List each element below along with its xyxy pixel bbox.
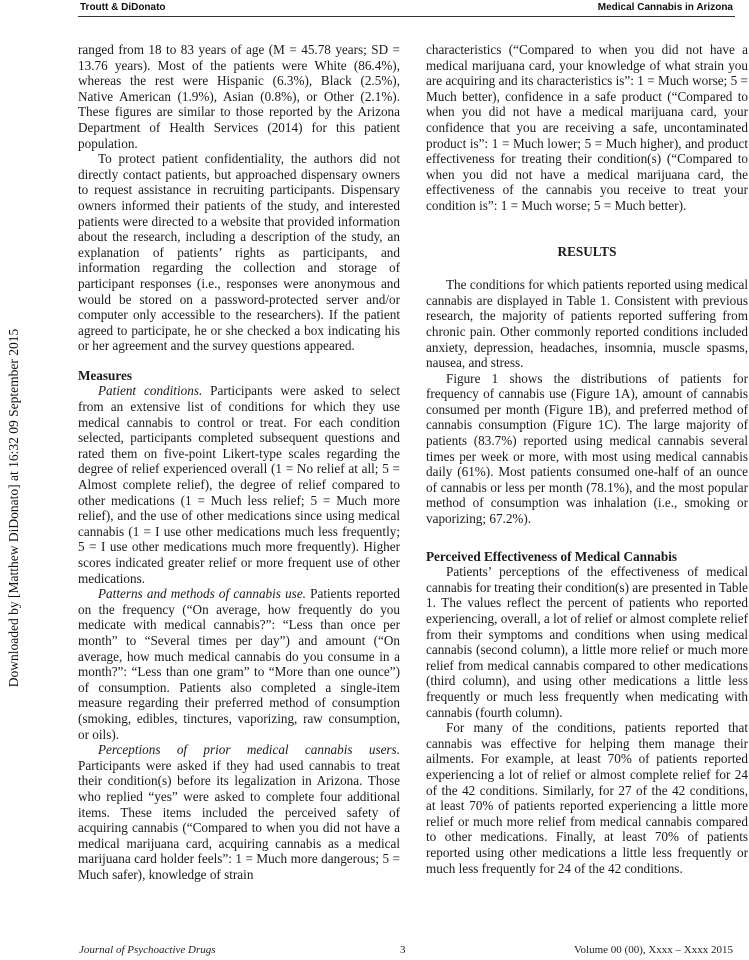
heading-perceived-effectiveness: Perceived Effectiveness of Medical Cannabis (426, 548, 678, 564)
paragraph-participants: ranged from 18 to 83 years of age (M = 45.78 years; SD = 13.76 years). Most of the patients were White (86.4%), whereas the rest were Hispanic (6.3%), Black (2.5%), Native American (1.9%), Asian (0.8%), or Other (2.1%). These figures are similar to those reported by the Arizona Department of Health Services (2014) for this patient population. (78, 42, 400, 151)
paragraph-conditions: The conditions for which patients reported using medical cannabis are displayed in Table 1. Consistent with previous research, the majority of patients reported suffering from chronic pain. Other commonly reported conditions included anxiety, depression, headaches, insomnia, muscle spasms, nausea, and stress. (426, 277, 748, 371)
running-header-authors: Troutt & DiDonato (80, 2, 166, 13)
footer-volume: Volume 00 (00), Xxxx – Xxxx 2015 (574, 944, 733, 956)
footer-page-number: 3 (400, 944, 406, 956)
heading-measures: Measures (78, 367, 132, 383)
paragraph-patterns: Patterns and methods of cannabis use. Patients reported on the frequency (“On average, how frequently do you medicate with medical cannabis?”: “Less than once per month” to “Several times per day”) and amount (“On average, how much medical cannabis do you consume in a month?”: “Less than one gram” to “More than one ounce”) of consumption. Patients also completed a single-item measure regarding their preferred method of consumption (smoking, edibles, tinctures, vaporizing, raw consumption, or oils). (78, 586, 400, 742)
left-column (78, 42, 400, 882)
heading-results: RESULTS (557, 243, 617, 259)
lead-perceptions: Perceptions of prior medical cannabis users. (98, 742, 400, 758)
lead-patterns: Patterns and methods of cannabis use. (98, 586, 306, 602)
running-header-title: Medical Cannabis in Arizona (597, 2, 733, 13)
paragraph-many-conditions: For many of the conditions, patients reported that cannabis was effective for helping them manage their ailments. For example, at least 70% of patients reported experiencing a lot of relief or almost complete relief for 24 of the 42 conditions. Similarly, for 27 of the 42 conditions, at least 70% of patients reported experiencing a little more relief or much more relief from medical cannabis compared to other medications. Finally, at least 70% of patients reported using other medications a little less frequently or much less frequently for 24 of the 42 conditions. (426, 720, 748, 876)
lead-patient-conditions: Patient conditions. (98, 383, 203, 399)
paragraph-characteristics: characteristics (“Compared to when you did not have a medical marijuana card, your knowledge of what strain you are acquiring and its characteristics is”: 1 = Much worse; 5 = Much better), confidence in a safe product (“Compared to when you did not have a medical marijuana card, your confidence that you are receiving a safe, uncontaminated product is”: 1 = Much lower; 5 = Much higher), and product effectiveness for treating their condition(s) (“Compared to when you did not have a medical marijuana card, the effectiveness of the cannabis you receive to treat your condition is”: 1 = Much worse; 5 = Much better). (426, 42, 748, 213)
paragraph-perceptions-effectiveness: Patients’ perceptions of the effectiveness of medical cannabis for treating their condition(s) are presented in Table 1. The values reflect the percent of patients who reported experiencing, overall, a lot of relief or almost complete relief from their symptoms and conditions when using medical cannabis (second column), a little more relief or much more relief from medical cannabis compared to other medications (third column), and using other medications a little less frequently or much less frequently when medicating with cannabis (fourth column). (426, 564, 748, 720)
paragraph-perceptions: Perceptions of prior medical cannabis users. Participants were asked if they had used cannabis to treat their condition(s) before its legalization in Arizona. Those who replied “yes” were asked to complete four additional items. These items included the perceived safety of acquiring cannabis (“Compared to when you did not have a medical marijuana card, acquiring cannabis as a medical marijuana card holder feels”: 1 = Much more dangerous; 5 = Much safer), knowledge of strain (78, 742, 400, 882)
paragraph-patient-conditions: Patient conditions. Participants were asked to select from an extensive list of conditions for which they use medical cannabis to control or treat. For each condition selected, participants completed subsequent questions and rated them on five-point Likert-type scales regarding the degree of relief experienced overall (1 = No relief at all; 5 = Almost complete relief), the degree of relief compared to other medications (1 = Much less relief; 5 = Much more relief), and the use of other medications since using medical cannabis (1 = I use other medications much less frequently; 5 = I use other medications much more frequently). Higher scores indicated greater relief or more frequent use of other medications. (78, 383, 400, 586)
paragraph-figure1: Figure 1 shows the distributions of patients for frequency of cannabis use (Figure 1A), amount of cannabis consumed per month (Figure 1B), and preferred method of cannabis consumption (Figure 1C). The large majority of patients (83.7%) reported using medical cannabis several times per week or more, with most using medical cannabis daily (61%). Most patients consumed one-half of an ounce of cannabis or less per month (78.1%), and the most popular method of consumption was inhalation (i.e., smoking or vaporizing; 67.2%). (426, 370, 748, 527)
download-watermark: Downloaded by [Matthew DiDonato] at 16:32 09 September 2015 (6, 328, 21, 688)
footer-journal: Journal of Psychoactive Drugs (79, 944, 216, 956)
paragraph-confidentiality: To protect patient confidentiality, the authors did not directly contact patients, but approached dispensary owners to request assistance in recruiting participants. Dispensary owners informed their patients of the study, and interested patients were directed to a website that provided information about the research, including a description of the study, an explanation of patients’ rights as participants, and information regarding the collection and storage of participant responses (i.e., responses were anonymous and would be stored on a password-protected server and/or computer only accessible to the researchers). If the patient agreed to participate, he or she checked a box indicating his or her agreement and the survey questions appeared. (78, 151, 400, 354)
right-column (426, 42, 748, 876)
header-rule (78, 16, 735, 17)
